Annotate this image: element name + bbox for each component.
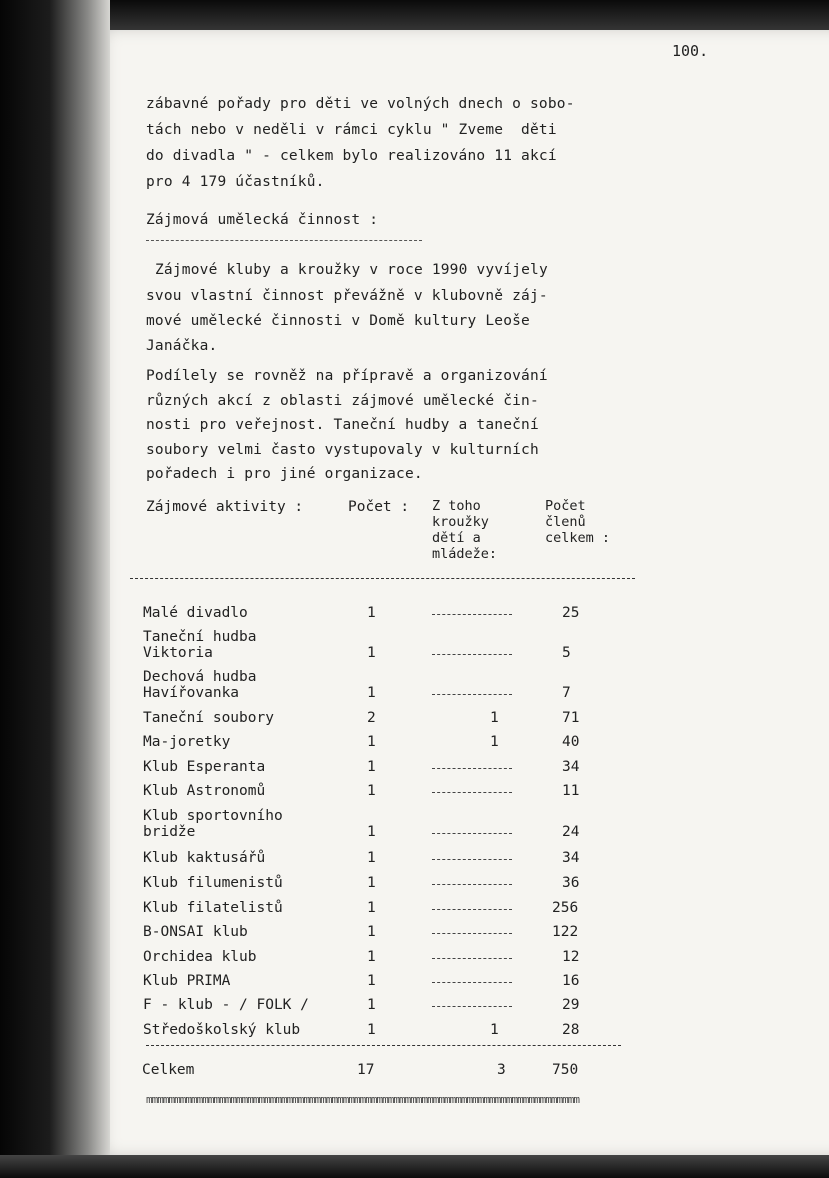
- table-total-rule: [146, 1045, 621, 1046]
- table-row-members: 24: [562, 824, 580, 840]
- table-row-name: B-ONSAI klub: [143, 924, 248, 940]
- table-row-count: 1: [367, 645, 376, 661]
- table-row-name: Klub filumenistů: [143, 875, 283, 891]
- paragraph2-line: Janáčka.: [146, 338, 218, 354]
- table-row-name: Orchidea klub: [143, 949, 257, 965]
- total-count: 17: [357, 1062, 375, 1078]
- table-row-name: Taneční soubory: [143, 710, 274, 726]
- table-row-members: 5: [562, 645, 571, 661]
- section-heading: Zájmová umělecká činnost :: [146, 212, 379, 228]
- table-row-youth-dash: [432, 958, 512, 959]
- table-row-name: Klub filatelistů: [143, 900, 283, 916]
- paragraph3-line: Podílely se rovněž na přípravě a organizování: [146, 368, 548, 384]
- header-members: členů: [545, 514, 586, 530]
- scan-edge-top: [0, 0, 829, 34]
- paragraph1-line: tách nebo v neděli v rámci cyklu " Zveme děti: [146, 122, 557, 138]
- table-row-members: 34: [562, 850, 580, 866]
- table-row-count: 1: [367, 850, 376, 866]
- table-row-count: 1: [367, 759, 376, 775]
- table-row-count: 2: [367, 710, 376, 726]
- table-row-name: Klub Esperanta: [143, 759, 266, 775]
- scan-edge-bottom: [0, 1155, 829, 1178]
- table-header-rule: [130, 578, 635, 579]
- header-activity: Zájmové aktivity :: [146, 499, 304, 515]
- table-row-youth: 1: [490, 1022, 499, 1038]
- paragraph1-line: zábavné pořady pro děti ve volných dnech o sobo-: [146, 96, 575, 112]
- table-row-name: Malé divadlo: [143, 605, 248, 621]
- paragraph1-line: do divadla " - celkem bylo realizováno 11 akcí: [146, 148, 557, 164]
- table-row-members: 16: [562, 973, 580, 989]
- header-count: Počet :: [348, 499, 410, 515]
- table-row-youth-dash: [432, 792, 512, 793]
- table-row-youth-dash: [432, 982, 512, 983]
- table-row-youth-dash: [432, 1006, 512, 1007]
- header-youth: mládeže:: [432, 546, 498, 562]
- table-row-members: 34: [562, 759, 580, 775]
- table-row-count: 1: [367, 734, 376, 750]
- paragraph3-line: pořadech i pro jiné organizace.: [146, 466, 423, 482]
- header-youth: Z toho: [432, 498, 481, 514]
- table-row-count: 1: [367, 900, 376, 916]
- table-row-count: 1: [367, 605, 376, 621]
- table-row-count: 1: [367, 997, 376, 1013]
- total-label: Celkem: [142, 1062, 195, 1078]
- table-row-youth-dash: [432, 768, 512, 769]
- page-number: 100.: [672, 42, 709, 60]
- heading-underline: [146, 240, 422, 241]
- table-row-youth-dash: [432, 694, 512, 695]
- table-row-name: Ma-joretky: [143, 734, 231, 750]
- header-youth: kroužky: [432, 514, 489, 530]
- binding-shadow: [0, 0, 110, 1178]
- table-row-name: Klub sportovního: [143, 808, 283, 824]
- table-row-youth-dash: [432, 859, 512, 860]
- table-row-name: Klub Astronomů: [143, 783, 266, 799]
- paragraph2-line: mové umělecké činnosti v Domě kultury Leoše: [146, 313, 530, 329]
- table-row-name: Havířovanka: [143, 685, 240, 701]
- table-row-count: 1: [367, 875, 376, 891]
- paragraph1-line: pro 4 179 účastníků.: [146, 174, 325, 190]
- table-row-count: 1: [367, 924, 376, 940]
- paragraph3-line: soubory velmi často vystupovaly v kulturních: [146, 442, 539, 458]
- table-row-members: 71: [562, 710, 580, 726]
- table-row-members: 25: [562, 605, 580, 621]
- table-row-youth: 1: [490, 734, 499, 750]
- paragraph2-line: svou vlastní činnost převážně v klubovně záj-: [146, 288, 548, 304]
- header-youth: dětí a: [432, 530, 481, 546]
- table-row-youth-dash: [432, 884, 512, 885]
- table-row-youth-dash: [432, 614, 512, 615]
- table-row-name: Viktoria: [143, 645, 213, 661]
- table-row-members: 36: [562, 875, 580, 891]
- table-row-name: Taneční hudba: [143, 629, 257, 645]
- table-row-youth: 1: [490, 710, 499, 726]
- header-members: Počet: [545, 498, 586, 514]
- table-row-members: 12: [562, 949, 580, 965]
- table-row-members: 40: [562, 734, 580, 750]
- table-row-members: 7: [562, 685, 571, 701]
- table-row-members: 11: [562, 783, 580, 799]
- table-row-count: 1: [367, 783, 376, 799]
- table-row-name: Středoškolský klub: [143, 1022, 301, 1038]
- table-row-count: 1: [367, 1022, 376, 1038]
- paragraph2-line: Zájmové kluby a kroužky v roce 1990 vyvíjely: [155, 262, 548, 278]
- table-row-count: 1: [367, 949, 376, 965]
- table-row-members: 28: [562, 1022, 580, 1038]
- table-row-name: Dechová hudba: [143, 669, 257, 685]
- table-row-members: 29: [562, 997, 580, 1013]
- table-row-name: Klub kaktusářů: [143, 850, 266, 866]
- table-row-youth-dash: [432, 833, 512, 834]
- table-row-youth-dash: [432, 933, 512, 934]
- table-row-youth-dash: [432, 654, 512, 655]
- paragraph3-line: nosti pro veřejnost. Taneční hudby a taneční: [146, 417, 539, 433]
- table-row-name: Klub PRIMA: [143, 973, 231, 989]
- table-row-count: 1: [367, 685, 376, 701]
- typewriter-marks: mmmmmmmmmmmmmmmmmmmmmmmmmmmmmmmmmmmmmmmmmmmmmmmmmmmmmmmmmmmmmmmmmmmmmmmmmmmmm: [146, 1093, 579, 1106]
- table-row-name: bridže: [143, 824, 196, 840]
- total-youth: 3: [497, 1062, 506, 1078]
- table-row-members: 256: [552, 900, 579, 916]
- header-members: celkem :: [545, 530, 611, 546]
- table-row-count: 1: [367, 973, 376, 989]
- total-members: 750: [552, 1062, 579, 1078]
- table-row-name: F - klub - / FOLK /: [143, 997, 309, 1013]
- paragraph3-line: různých akcí z oblasti zájmové umělecké čin-: [146, 393, 539, 409]
- table-row-count: 1: [367, 824, 376, 840]
- table-row-members: 122: [552, 924, 579, 940]
- table-row-youth-dash: [432, 909, 512, 910]
